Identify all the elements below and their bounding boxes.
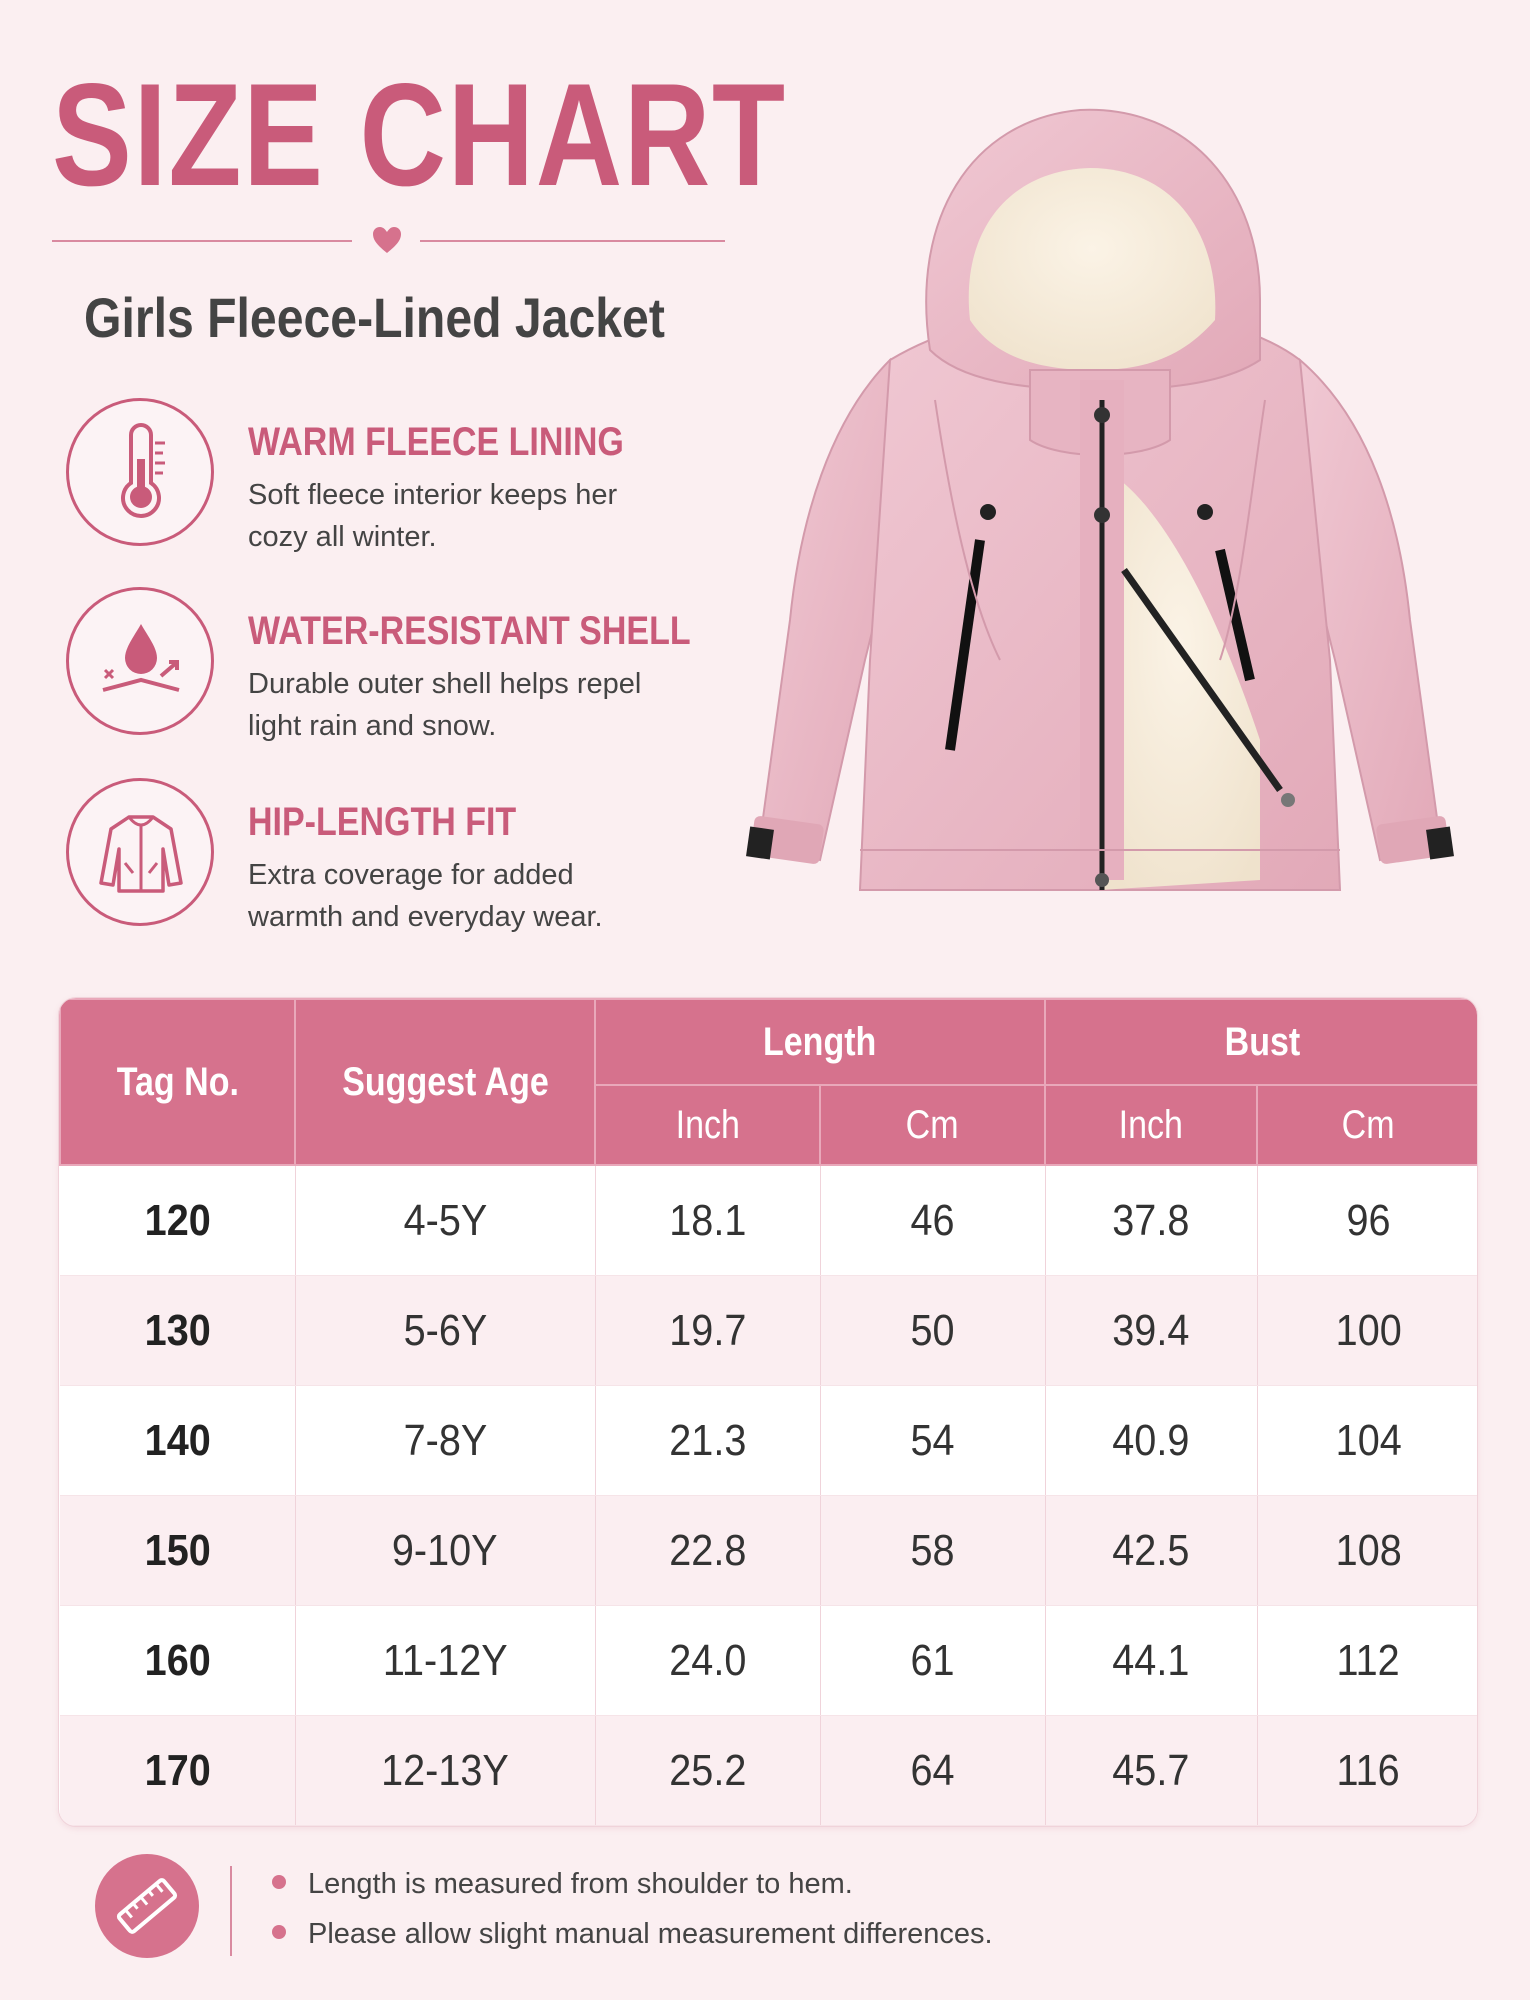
cell-bust-cm: 116 [1257,1716,1478,1826]
divider-left [52,240,352,242]
cell-tag: 130 [60,1276,295,1386]
feature-title: HIP-LENGTH FIT [248,800,517,844]
cell-length-inch: 22.8 [595,1496,820,1606]
size-table [58,997,1478,1827]
size-table-grid [59,998,1478,1826]
table-row [60,1496,1478,1606]
note-item [272,1868,853,1901]
cell-length-cm: 61 [820,1606,1045,1716]
cell-bust-inch: 44.1 [1045,1606,1257,1716]
divider-right [420,240,725,242]
feature-icon-circle [66,587,214,735]
cell-length-cm: 54 [820,1386,1045,1496]
table-row [60,1386,1478,1496]
cell-age: 9-10Y [295,1496,595,1606]
note-text: Length is measured from shoulder to hem. [308,1868,853,1900]
feature-title: WARM FLEECE LINING [248,420,624,464]
product-subtitle: Girls Fleece-Lined Jacket [84,286,665,349]
feature-hip-length [66,778,766,938]
header-length: Length [595,999,1045,1085]
header-length-inch: Inch [595,1085,820,1165]
ruler-icon-badge [95,1854,199,1958]
heart-icon [372,226,402,254]
cell-bust-inch: 45.7 [1045,1716,1257,1826]
cell-length-cm: 58 [820,1496,1045,1606]
table-row [60,1276,1478,1386]
water-drop-icon [91,612,191,712]
cell-bust-cm: 108 [1257,1496,1478,1606]
cell-length-inch: 18.1 [595,1165,820,1276]
cell-tag: 160 [60,1606,295,1716]
header-bust-inch: Inch [1045,1085,1257,1165]
cell-bust-inch: 37.8 [1045,1165,1257,1276]
cell-bust-cm: 104 [1257,1386,1478,1496]
feature-warm-fleece [66,398,766,558]
feature-description: Soft fleece interior keeps her cozy all winter. [248,479,618,553]
feature-water-resistant [66,587,766,747]
cell-length-inch: 21.3 [595,1386,820,1496]
cell-bust-inch: 40.9 [1045,1386,1257,1496]
cell-tag: 120 [60,1165,295,1276]
cell-tag: 140 [60,1386,295,1496]
table-row [60,1606,1478,1716]
cell-age: 4-5Y [295,1165,595,1276]
page-title: SIZE CHART [52,53,787,216]
jacket-outline-icon [91,803,191,903]
feature-description: Extra coverage for added warmth and everyday wear. [248,859,603,933]
jacket-product-image [700,100,1500,910]
cell-length-cm: 50 [820,1276,1045,1386]
header-tag-no: Tag No. [60,999,295,1165]
cell-age: 11-12Y [295,1606,595,1716]
cell-age: 7-8Y [295,1386,595,1496]
note-text: Please allow slight manual measurement differences. [308,1918,993,1950]
cell-length-inch: 25.2 [595,1716,820,1826]
cell-bust-inch: 39.4 [1045,1276,1257,1386]
table-row [60,1716,1478,1826]
header-bust: Bust [1045,999,1478,1085]
feature-icon-circle [66,778,214,926]
cell-length-inch: 19.7 [595,1276,820,1386]
cell-length-cm: 64 [820,1716,1045,1826]
cell-bust-cm: 112 [1257,1606,1478,1716]
cell-bust-cm: 96 [1257,1165,1478,1276]
header-length-cm: Cm [820,1085,1045,1165]
cell-age: 5-6Y [295,1276,595,1386]
bullet-dot [272,1925,286,1939]
note-item [272,1918,993,1951]
cell-length-cm: 46 [820,1165,1045,1276]
thermometer-icon [91,423,191,523]
bullet-dot [272,1875,286,1889]
cell-bust-inch: 42.5 [1045,1496,1257,1606]
cell-bust-cm: 100 [1257,1276,1478,1386]
header-bust-cm: Cm [1257,1085,1478,1165]
header-suggest-age: Suggest Age [295,999,595,1165]
cell-length-inch: 24.0 [595,1606,820,1716]
footer-divider [230,1866,232,1956]
feature-icon-circle [66,398,214,546]
ruler-icon [112,1871,182,1941]
cell-age: 12-13Y [295,1716,595,1826]
table-row [60,1165,1478,1276]
cell-tag: 150 [60,1496,295,1606]
feature-title: WATER-RESISTANT SHELL [248,609,691,653]
feature-description: Durable outer shell helps repel light rain and snow. [248,668,642,742]
cell-tag: 170 [60,1716,295,1826]
